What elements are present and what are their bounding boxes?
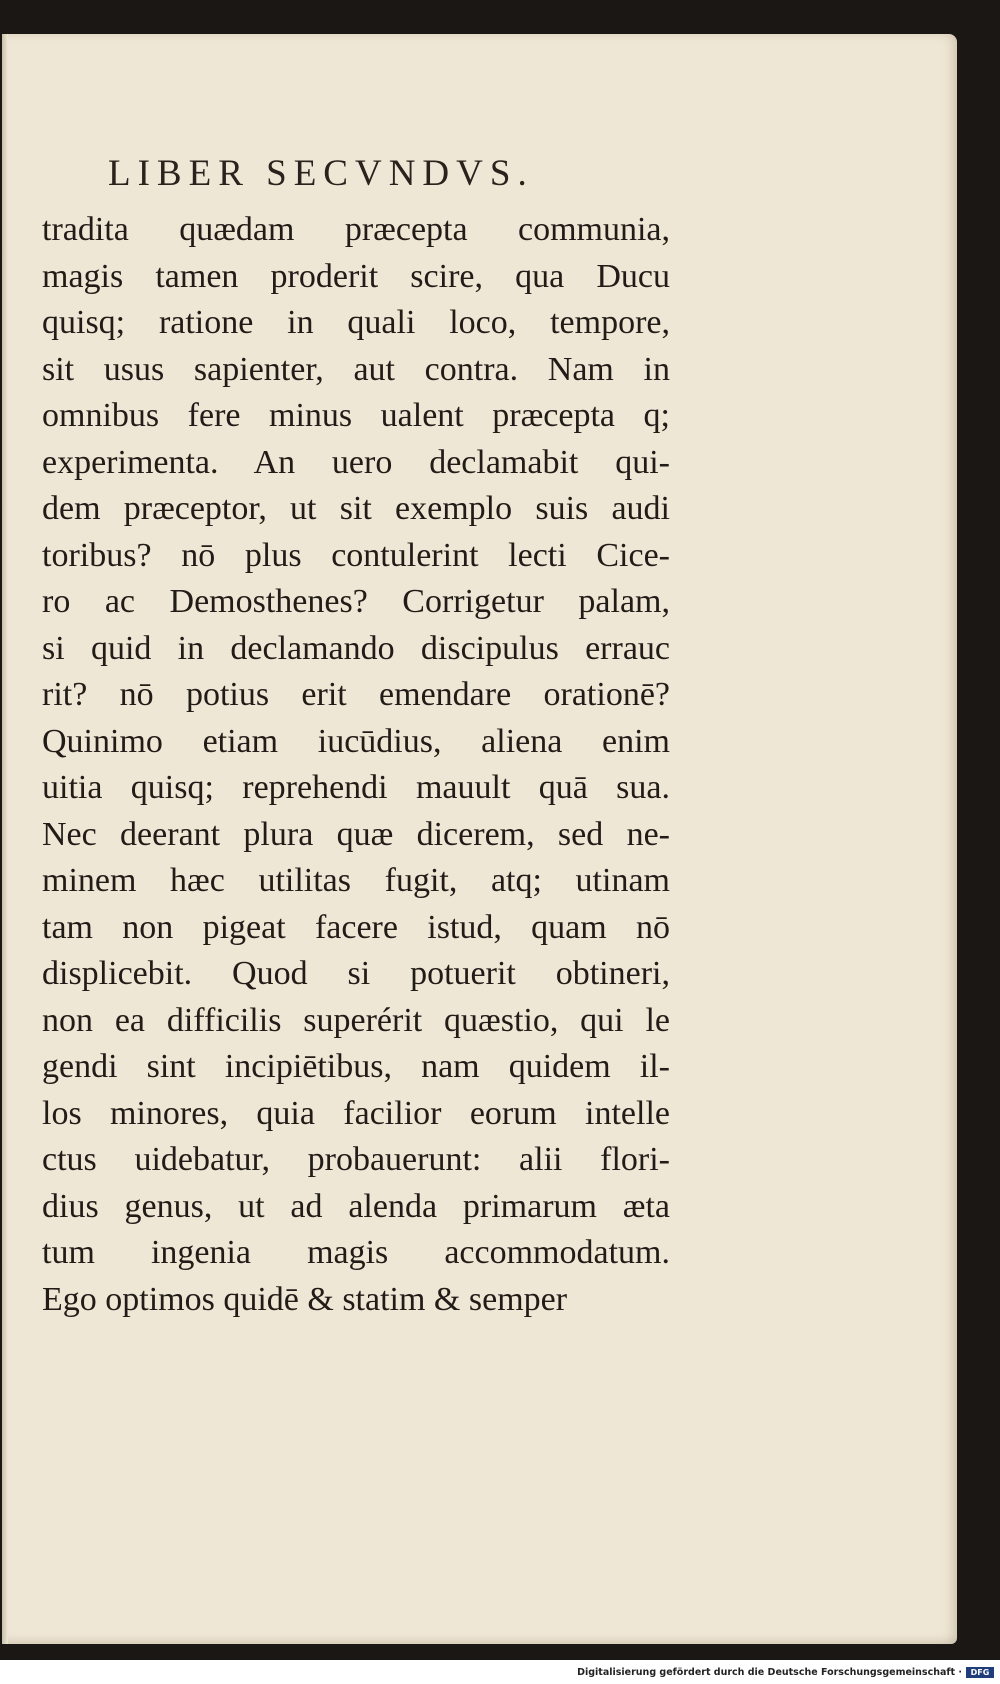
text-line: sit usus sapienter, aut contra. Nam in	[42, 350, 670, 388]
text-line: dius genus, ut ad alenda primarum æta	[42, 1187, 670, 1225]
text-line: los minores, quia facilior eorum intelle	[42, 1094, 670, 1132]
running-head: LIBER SECVNDVS.	[108, 153, 534, 194]
text-line: tam non pigeat facere istud, quam nō	[42, 908, 670, 946]
text-line: magis tamen proderit scire, qua Ducu	[42, 257, 670, 295]
text-line: rit? nō potius erit emendare orationē?	[42, 676, 670, 713]
text-line: experimenta. An uero declamabit qui-	[42, 443, 670, 481]
text-line: displicebit. Quod si potuerit obtineri,	[42, 955, 670, 992]
text-line: minem hæc utilitas fugit, atq; utinam	[42, 862, 670, 899]
text-line: dem præceptor, ut sit exemplo suis audi	[42, 490, 670, 527]
text-line: omnibus fere minus ualent præcepta q;	[42, 397, 670, 434]
text-line: si quid in declamando discipulus errauc	[42, 629, 670, 667]
text-line: uitia quisq; reprehendi mauult quā sua.	[42, 769, 670, 806]
text-line: tradita quædam præcepta communia,	[42, 211, 670, 248]
digitization-credit: Digitalisierung gefördert durch die Deutsche Forschungsgemeinschaft ·	[577, 1667, 962, 1678]
text-line: Quinimo etiam iucūdius, aliena enim	[42, 722, 670, 760]
text-line: gendi sint incipiētibus, nam quidem il-	[42, 1048, 670, 1085]
text-line: tum ingenia magis accommodatum.	[42, 1234, 670, 1271]
text-line: quisq; ratione in quali loco, tempore,	[42, 304, 670, 341]
page-gutter	[2, 34, 8, 1644]
text-line: ro ac Demosthenes? Corrigetur palam,	[42, 583, 670, 620]
dfg-logo: DFG	[966, 1667, 994, 1678]
text-line: toribus? nō plus contulerint lecti Cice-	[42, 536, 670, 574]
text-line: Ego optimos quidē & statim & semper	[42, 1280, 568, 1318]
text-line: Nec deerant plura quæ dicerem, sed ne-	[42, 815, 670, 853]
text-line: non ea difficilis superérit quæstio, qui le	[42, 1001, 670, 1039]
text-line: ctus uidebatur, probauerunt: alii flori-	[42, 1141, 670, 1178]
body-text	[42, 207, 682, 1323]
